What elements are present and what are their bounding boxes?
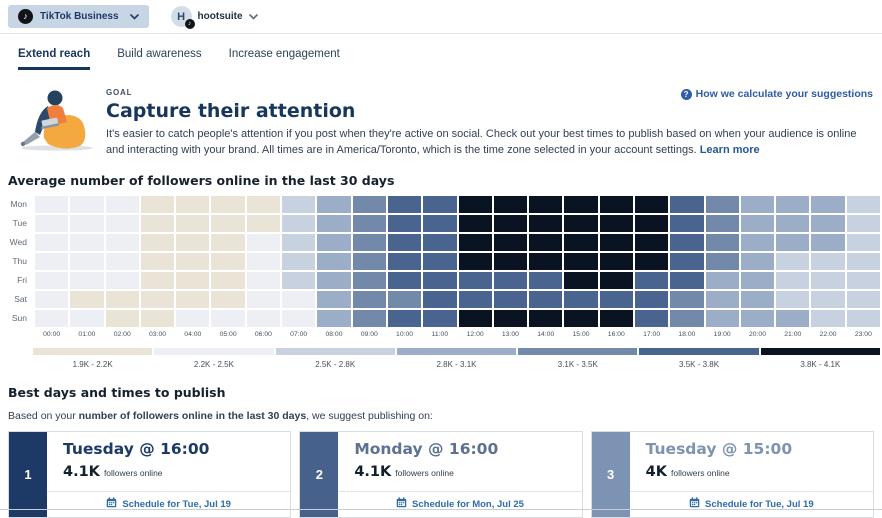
heatmap-cell[interactable] (847, 196, 880, 213)
legend-label: 2.8K - 3.1K (436, 359, 477, 369)
heatmap-cell[interactable] (776, 310, 809, 327)
heatmap-cell[interactable] (706, 253, 739, 270)
rank-badge: 3 (592, 432, 630, 517)
heatmap-cell[interactable] (423, 310, 456, 327)
heatmap-hour-label: 07:00 (290, 330, 308, 338)
heatmap-cell[interactable] (282, 196, 315, 213)
heatmap-cell[interactable] (353, 196, 386, 213)
intro-bold: number of followers online in the last 30 days (78, 409, 307, 422)
heatmap-cell[interactable] (529, 234, 562, 251)
heatmap-cell[interactable] (670, 291, 703, 308)
heatmap-cell[interactable] (317, 253, 350, 270)
heatmap-cell[interactable] (811, 215, 844, 232)
tiktok-icon: ♪ (18, 9, 33, 24)
heatmap-cell[interactable] (317, 310, 350, 327)
heatmap-cell[interactable] (564, 253, 597, 270)
heatmap-cell[interactable] (247, 291, 280, 308)
legend-label: 2.2K - 2.5K (193, 359, 234, 369)
heatmap-cell[interactable] (35, 215, 68, 232)
followers-value: 4.1K (63, 463, 100, 480)
heatmap-cell[interactable] (741, 234, 774, 251)
heatmap-title: Average number of followers online in the last 30 days (8, 172, 395, 188)
heatmap-cell[interactable] (423, 253, 456, 270)
heatmap-cell[interactable] (741, 253, 774, 270)
heatmap-cell[interactable] (35, 291, 68, 308)
heatmap-day-label: Sun (11, 313, 27, 324)
heatmap-cell[interactable] (247, 253, 280, 270)
goal-illustration (14, 86, 106, 159)
heatmap-cell[interactable] (35, 253, 68, 270)
heatmap-cell[interactable] (564, 215, 597, 232)
heatmap-hour-label: 05:00 (219, 330, 237, 338)
heatmap-cell[interactable] (847, 310, 880, 327)
heatmap-day-label: Fri (17, 275, 27, 286)
heatmap-cell[interactable] (741, 272, 774, 289)
heatmap-cell[interactable] (494, 272, 527, 289)
heatmap-cell[interactable] (70, 215, 103, 232)
heatmap-cell[interactable] (459, 234, 492, 251)
followers-value: 4.1K (354, 463, 392, 480)
heatmap-cell[interactable] (70, 234, 103, 251)
heatmap-cell[interactable] (459, 291, 492, 308)
tab-extend-reach[interactable]: Extend reach (18, 48, 90, 70)
heatmap-cell[interactable] (282, 215, 315, 232)
heatmap-cell[interactable] (423, 196, 456, 213)
learn-more-link[interactable]: Learn more (699, 143, 760, 156)
best-times-intro (8, 410, 882, 422)
rank-badge: 2 (300, 432, 338, 517)
heatmap-cell[interactable] (35, 196, 68, 213)
heatmap-hour-label: 23:00 (854, 330, 872, 338)
heatmap-cell[interactable] (600, 253, 633, 270)
heatmap-cell[interactable] (106, 291, 139, 308)
heatmap-grid (0, 196, 880, 327)
followers-label: followers online (103, 467, 163, 478)
page-title: Capture their attention (106, 100, 356, 122)
heatmap-cell[interactable] (388, 291, 421, 308)
heatmap-cell[interactable] (70, 310, 103, 327)
heatmap-hour-label: 03:00 (149, 330, 167, 338)
rank-badge: 1 (9, 432, 47, 517)
heatmap-cell[interactable] (353, 310, 386, 327)
legend-swatch (639, 348, 758, 355)
heatmap-cell[interactable] (176, 272, 209, 289)
legend-swatch (397, 348, 516, 355)
suggestion-title: Tuesday @ 15:00 (645, 439, 793, 458)
heatmap-cell[interactable] (706, 215, 739, 232)
heatmap-hour-label: 19:00 (713, 330, 731, 338)
heatmap-hour-label: 10:00 (396, 330, 414, 338)
heatmap-cell[interactable] (635, 253, 668, 270)
heatmap-cell[interactable] (459, 272, 492, 289)
heatmap-cell[interactable] (494, 310, 527, 327)
heatmap-cell[interactable] (423, 291, 456, 308)
tab-increase-engagement[interactable]: Increase engagement (228, 48, 340, 60)
heatmap-hour-label: 20:00 (748, 330, 766, 338)
heatmap-hour-label: 13:00 (501, 330, 519, 338)
followers-label: followers online (395, 467, 454, 478)
heatmap-cell[interactable] (211, 253, 244, 270)
heatmap-cell[interactable] (600, 272, 633, 289)
heatmap-cell[interactable] (600, 310, 633, 327)
followers-label: followers online (670, 467, 730, 478)
heatmap-cell[interactable] (494, 196, 527, 213)
heatmap-cell[interactable] (529, 310, 562, 327)
heatmap-cell[interactable] (776, 272, 809, 289)
heatmap-cell[interactable] (459, 310, 492, 327)
heatmap-cell[interactable] (847, 291, 880, 308)
legend-swatch (33, 348, 152, 355)
suggestion-card-3 (591, 431, 874, 518)
heatmap-hour-label: 09:00 (360, 330, 378, 338)
goal-tabs (0, 34, 882, 70)
goal-description-text: It's easier to catch people's attention if you post when they're active on social. Check out your best times to publish based on when your audience is online and interacting with your brand. All times are in America/Toronto, which is the time zone selected in your account settings. (106, 128, 857, 156)
calendar-icon (396, 495, 407, 513)
heatmap-cell[interactable] (706, 310, 739, 327)
heatmap-cell[interactable] (776, 196, 809, 213)
heatmap-hour-label: 04:00 (184, 330, 202, 338)
calendar-icon (106, 495, 117, 513)
heatmap-cell[interactable] (247, 234, 280, 251)
heatmap-cell[interactable] (847, 234, 880, 251)
heatmap-cell[interactable] (847, 253, 880, 270)
heatmap-cell[interactable] (247, 310, 280, 327)
schedule-button-label: Schedule for Tue, Jul 19 (122, 498, 231, 510)
heatmap-cell[interactable] (600, 196, 633, 213)
help-icon: ? (681, 89, 692, 100)
heatmap-cell[interactable] (494, 253, 527, 270)
heatmap-cell[interactable] (388, 272, 421, 289)
how-we-calculate-label: How we calculate your suggestions (695, 88, 873, 100)
heatmap-cell[interactable] (600, 234, 633, 251)
heatmap-cell[interactable] (600, 215, 633, 232)
heatmap-hour-label: 16:00 (607, 330, 625, 338)
heatmap-hour-label: 22:00 (819, 330, 837, 338)
heatmap-cell[interactable] (459, 196, 492, 213)
heatmap-cell[interactable] (635, 196, 668, 213)
heatmap-cell[interactable] (353, 253, 386, 270)
heatmap-cell[interactable] (811, 272, 844, 289)
legend-label: 1.9K - 2.2K (72, 359, 113, 369)
heatmap-cell[interactable] (106, 272, 139, 289)
heatmap-cell[interactable] (670, 310, 703, 327)
heatmap-cell[interactable] (564, 291, 597, 308)
heatmap-cell[interactable] (176, 215, 209, 232)
heatmap-cell[interactable] (211, 196, 244, 213)
heatmap-cell[interactable] (388, 196, 421, 213)
followers-value: 4K (645, 463, 667, 480)
bottom-divider (0, 509, 882, 510)
legend-swatch (276, 348, 395, 355)
tiktok-badge-icon: ♪ (185, 19, 195, 29)
intro-suffix: , we suggest publishing on: (306, 409, 433, 422)
heatmap-hour-label: 15:00 (572, 330, 590, 338)
heatmap-cell[interactable] (176, 310, 209, 327)
legend-segment (276, 348, 395, 369)
heatmap-cell[interactable] (811, 253, 844, 270)
heatmap-cell[interactable] (141, 310, 174, 327)
heatmap-cell[interactable] (70, 291, 103, 308)
heatmap-cell[interactable] (741, 196, 774, 213)
chevron-down-icon (130, 14, 139, 20)
heatmap-cell[interactable] (670, 234, 703, 251)
heatmap-cell[interactable] (706, 272, 739, 289)
heatmap-cell[interactable] (70, 253, 103, 270)
legend-swatch (518, 348, 637, 355)
heatmap-cell[interactable] (317, 291, 350, 308)
heatmap-cell[interactable] (317, 196, 350, 213)
heatmap-cell[interactable] (106, 234, 139, 251)
heatmap-cell[interactable] (106, 196, 139, 213)
heatmap-cell[interactable] (529, 196, 562, 213)
heatmap-cell[interactable] (211, 234, 244, 251)
legend-segment (397, 348, 516, 369)
legend-label: 3.8K - 4.1K (800, 359, 841, 369)
heatmap-cell[interactable] (494, 234, 527, 251)
legend-swatch (154, 348, 273, 355)
heatmap-cell[interactable] (282, 253, 315, 270)
heatmap-cell[interactable] (141, 291, 174, 308)
heatmap-hour-label: 17:00 (643, 330, 661, 338)
heatmap-cell[interactable] (670, 253, 703, 270)
heatmap-cell[interactable] (847, 215, 880, 232)
heatmap-hour-label: 12:00 (466, 330, 484, 338)
heatmap-cell[interactable] (247, 196, 280, 213)
heatmap-cell[interactable] (35, 272, 68, 289)
heatmap-cell[interactable] (741, 310, 774, 327)
heatmap-cell[interactable] (811, 196, 844, 213)
heatmap-day-label: Sat (14, 294, 27, 305)
heatmap-cell[interactable] (282, 291, 315, 308)
heatmap-cell[interactable] (70, 272, 103, 289)
goal-section (0, 86, 882, 159)
tab-build-awareness[interactable]: Build awareness (117, 48, 202, 60)
legend-segment (761, 348, 880, 369)
heatmap-cell[interactable] (423, 234, 456, 251)
heatmap-cell[interactable] (529, 272, 562, 289)
heatmap-cell[interactable] (388, 310, 421, 327)
heatmap-cell[interactable] (388, 215, 421, 232)
heatmap-cell[interactable] (706, 234, 739, 251)
chevron-down-icon (249, 14, 258, 20)
top-bar (0, 0, 882, 34)
heatmap-cell[interactable] (317, 234, 350, 251)
heatmap-cell[interactable] (635, 310, 668, 327)
heatmap-cell[interactable] (847, 272, 880, 289)
heatmap-cell[interactable] (494, 291, 527, 308)
heatmap-legend (33, 348, 880, 369)
heatmap-cell[interactable] (176, 291, 209, 308)
heatmap-cell[interactable] (529, 215, 562, 232)
heatmap-hour-label: 11:00 (431, 330, 449, 338)
heatmap-day-label: Wed (9, 237, 27, 248)
heatmap-cell[interactable] (564, 234, 597, 251)
heatmap-cell[interactable] (211, 272, 244, 289)
heatmap-hour-label: 14:00 (537, 330, 555, 338)
heatmap-cell[interactable] (706, 196, 739, 213)
heatmap-cell[interactable] (106, 253, 139, 270)
heatmap-cell[interactable] (141, 272, 174, 289)
heatmap-cell[interactable] (706, 291, 739, 308)
heatmap-cell[interactable] (741, 291, 774, 308)
heatmap-hour-label: 08:00 (325, 330, 343, 338)
heatmap-cell[interactable] (211, 291, 244, 308)
suggestion-cards (8, 431, 874, 518)
heatmap-cell[interactable] (141, 215, 174, 232)
suggestion-card-1 (8, 431, 291, 518)
heatmap-cell[interactable] (35, 234, 68, 251)
user-menu[interactable] (171, 6, 258, 27)
heatmap-cell[interactable] (106, 310, 139, 327)
heatmap-cell[interactable] (635, 215, 668, 232)
legend-segment (639, 348, 758, 369)
heatmap-cell[interactable] (141, 253, 174, 270)
heatmap-cell[interactable] (811, 291, 844, 308)
heatmap-cell[interactable] (353, 215, 386, 232)
heatmap-cell[interactable] (423, 215, 456, 232)
heatmap-cell[interactable] (282, 272, 315, 289)
heatmap-cell[interactable] (529, 253, 562, 270)
heatmap-cell[interactable] (317, 215, 350, 232)
heatmap-day-label: Thu (12, 256, 27, 267)
heatmap-cell[interactable] (247, 215, 280, 232)
account-selector-label: TikTok Business (40, 11, 119, 22)
heatmap-cell[interactable] (247, 272, 280, 289)
heatmap-cell[interactable] (35, 310, 68, 327)
heatmap-day-label: Tue (12, 218, 27, 229)
heatmap-cell[interactable] (459, 215, 492, 232)
heatmap-cell[interactable] (211, 310, 244, 327)
heatmap-cell[interactable] (776, 253, 809, 270)
heatmap-cell[interactable] (176, 253, 209, 270)
heatmap-cell[interactable] (564, 272, 597, 289)
legend-label: 3.1K - 3.5K (557, 359, 598, 369)
avatar-letter: H (177, 10, 186, 23)
goal-eyebrow: GOAL (106, 88, 133, 97)
heatmap-cell[interactable] (353, 234, 386, 251)
heatmap-cell[interactable] (670, 215, 703, 232)
suggestion-title: Tuesday @ 16:00 (63, 439, 210, 458)
heatmap-hour-label: 01:00 (78, 330, 96, 338)
heatmap-cell[interactable] (106, 215, 139, 232)
heatmap-cell[interactable] (529, 291, 562, 308)
avatar (171, 6, 192, 27)
heatmap-cell[interactable] (353, 272, 386, 289)
heatmap-cell[interactable] (564, 310, 597, 327)
heatmap-cell[interactable] (282, 234, 315, 251)
heatmap-cell[interactable] (635, 234, 668, 251)
heatmap-cell[interactable] (70, 196, 103, 213)
legend-segment (154, 348, 273, 369)
heatmap-hour-label: 06:00 (254, 330, 272, 338)
heatmap-cell[interactable] (670, 272, 703, 289)
heatmap-hour-label: 18:00 (678, 330, 696, 338)
heatmap-cell[interactable] (317, 272, 350, 289)
heatmap-cell[interactable] (282, 310, 315, 327)
heatmap-cell[interactable] (176, 196, 209, 213)
heatmap-cell[interactable] (141, 196, 174, 213)
heatmap-cell[interactable] (776, 215, 809, 232)
heatmap-cell[interactable] (741, 215, 774, 232)
heatmap-cell[interactable] (776, 291, 809, 308)
calendar-icon (689, 495, 700, 513)
best-times-heading: Best days and times to publish (8, 384, 226, 400)
schedule-button-label: Schedule for Tue, Jul 19 (705, 498, 814, 510)
heatmap-cell[interactable] (494, 215, 527, 232)
schedule-button-label: Schedule for Mon, Jul 25 (412, 498, 524, 510)
heatmap-cell[interactable] (811, 234, 844, 251)
heatmap-cell[interactable] (670, 196, 703, 213)
heatmap-cell[interactable] (459, 253, 492, 270)
legend-segment (518, 348, 637, 369)
legend-segment (33, 348, 152, 369)
heatmap-cell[interactable] (211, 215, 244, 232)
heatmap-cell[interactable] (564, 196, 597, 213)
heatmap-cell[interactable] (388, 234, 421, 251)
suggestion-card-2 (299, 431, 582, 518)
heatmap-day-label: Mon (10, 199, 27, 210)
heatmap-cell[interactable] (423, 272, 456, 289)
heatmap-hour-label: 00:00 (43, 330, 61, 338)
how-we-calculate-link[interactable] (681, 88, 873, 100)
hours-spacer (0, 331, 33, 338)
account-selector[interactable] (8, 5, 149, 28)
heatmap-hour-label: 02:00 (113, 330, 131, 338)
heatmap-cell[interactable] (176, 234, 209, 251)
heatmap-cell[interactable] (141, 234, 174, 251)
heatmap-cell[interactable] (600, 291, 633, 308)
legend-swatch (761, 348, 880, 355)
heatmap-hours (0, 331, 880, 338)
goal-description (106, 127, 874, 159)
heatmap-cell[interactable] (635, 291, 668, 308)
heatmap-cell[interactable] (776, 234, 809, 251)
user-name: hootsuite (197, 11, 243, 22)
heatmap-cell[interactable] (635, 272, 668, 289)
heatmap-cell[interactable] (388, 253, 421, 270)
intro-prefix: Based on your (8, 409, 79, 422)
heatmap-hour-label: 21:00 (784, 330, 802, 338)
legend-label: 3.5K - 3.8K (679, 359, 720, 369)
heatmap-cell[interactable] (353, 291, 386, 308)
heatmap-cell[interactable] (811, 310, 844, 327)
suggestion-title: Monday @ 16:00 (354, 439, 499, 458)
legend-label: 2.5K - 2.8K (315, 359, 356, 369)
